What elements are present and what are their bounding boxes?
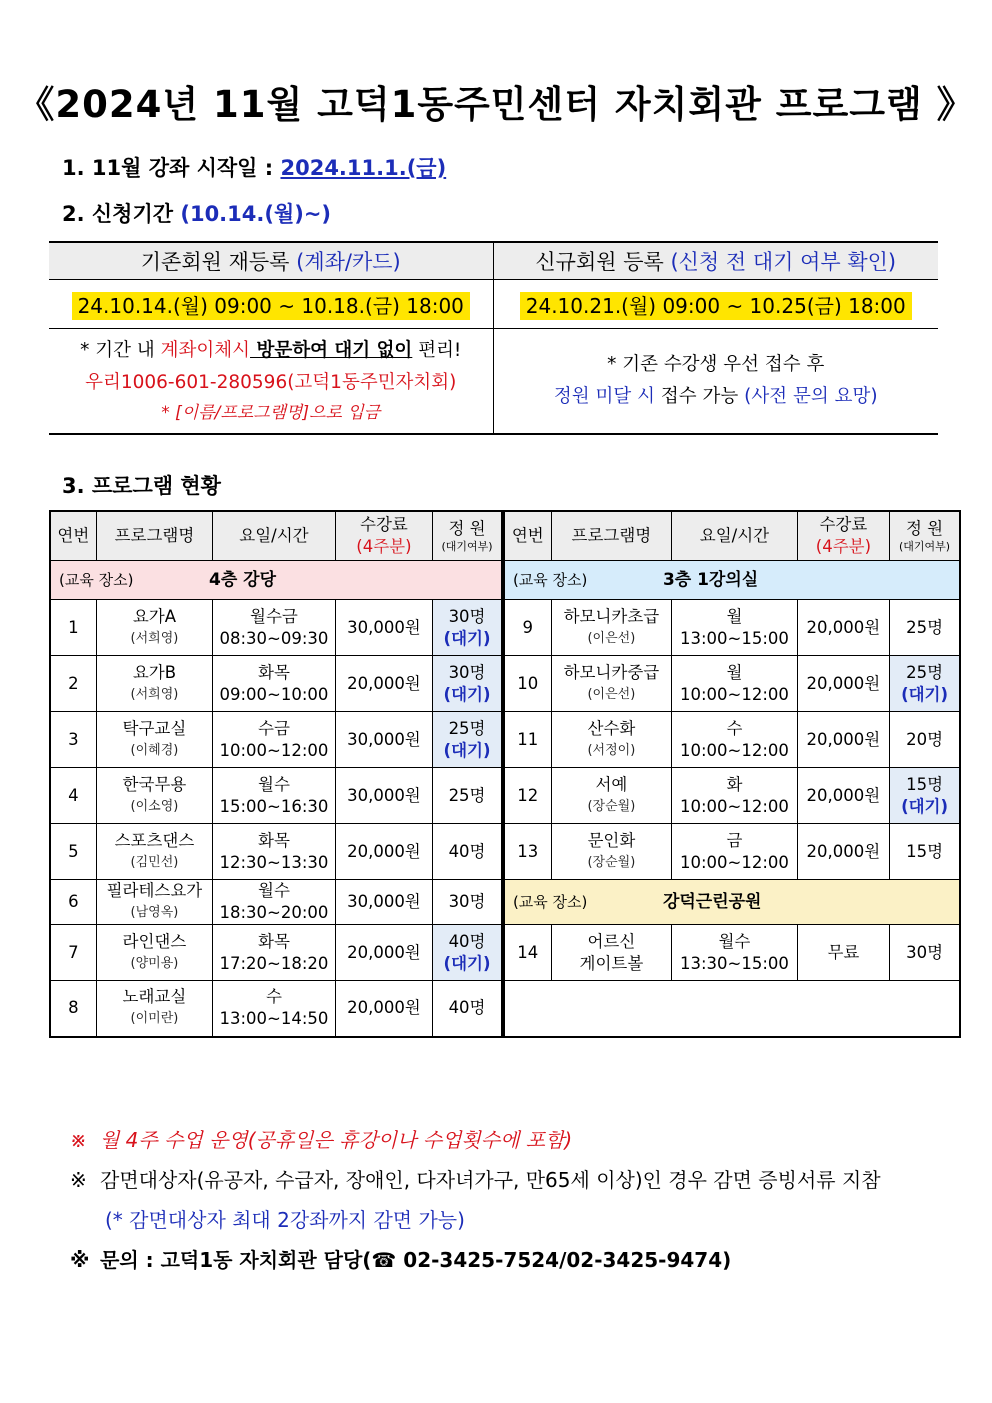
teacher-name: (장순월) bbox=[587, 854, 636, 870]
program-schedule bbox=[213, 600, 336, 656]
program-name: 요가B bbox=[132, 662, 177, 682]
program-time: 10:00~12:00 bbox=[679, 684, 789, 704]
program-days: 월수 bbox=[258, 774, 290, 794]
program-capacity: 30명 bbox=[448, 662, 486, 682]
start-date-line bbox=[62, 152, 446, 182]
program-name-cell bbox=[96, 656, 213, 712]
program-capacity-cell bbox=[890, 768, 960, 824]
program-schedule bbox=[213, 712, 336, 768]
teacher-name: (서희영) bbox=[130, 686, 179, 702]
program-no: 5 bbox=[50, 824, 96, 880]
location-right-2: (교육 장소) 강덕근린공원 bbox=[503, 880, 960, 925]
wait-badge: (대기) bbox=[443, 628, 491, 648]
page-title: 《2024년 11월 고덕1동주민센터 자치회관 프로그램 》 bbox=[17, 83, 975, 126]
program-capacity: 30명 bbox=[448, 892, 486, 911]
program-no: 6 bbox=[50, 880, 96, 925]
program-fee: 30,000원 bbox=[335, 712, 432, 768]
empty-cell bbox=[503, 981, 960, 1037]
program-time: 10:00~12:00 bbox=[219, 740, 329, 760]
wait-badge: (대기) bbox=[443, 740, 491, 760]
program-no: 12 bbox=[503, 768, 551, 824]
program-capacity-cell bbox=[890, 600, 960, 656]
program-time: 10:00~12:00 bbox=[679, 740, 789, 760]
table-header-row: 연번 프로그램명 요일/시간 수강료 (4주분) 정 원 (대기여부) 연번 프로그램명 요일/시간 수강료 (4주분) 정 원 (대기여부) bbox=[50, 511, 960, 561]
program-schedule bbox=[213, 656, 336, 712]
registration-table bbox=[49, 241, 938, 435]
program-no: 4 bbox=[50, 768, 96, 824]
wait-badge: (대기) bbox=[901, 684, 949, 704]
program-schedule bbox=[672, 768, 798, 824]
program-name: 한국무용 bbox=[122, 774, 187, 794]
program-days: 수금 bbox=[258, 718, 290, 738]
program-days: 화목 bbox=[258, 931, 290, 951]
program-time: 15:00~16:30 bbox=[219, 796, 329, 816]
program-name: 산수화 bbox=[587, 718, 636, 738]
new-period: 24.10.21.(월) 09:00 ~ 10.25(금) 18:00 bbox=[493, 280, 938, 329]
program-schedule bbox=[672, 925, 798, 981]
program-capacity-cell bbox=[433, 824, 503, 880]
program-name-cell bbox=[96, 981, 213, 1037]
program-fee: 20,000원 bbox=[335, 925, 432, 981]
program-days: 화 bbox=[726, 774, 743, 794]
program-name: 문인화 bbox=[587, 830, 636, 850]
wait-badge: (대기) bbox=[443, 684, 491, 704]
program-name: 스포츠댄스 bbox=[114, 830, 195, 850]
program-time: 10:00~12:00 bbox=[679, 852, 789, 872]
program-capacity: 40명 bbox=[448, 931, 486, 951]
program-schedule bbox=[213, 824, 336, 880]
existing-period: 24.10.14.(월) 09:00 ~ 10.18.(금) 18:00 bbox=[49, 280, 493, 329]
program-capacity-cell bbox=[890, 925, 960, 981]
teacher-name: (서희영) bbox=[130, 630, 179, 646]
period-line bbox=[62, 198, 331, 228]
program-time: 13:00~15:00 bbox=[679, 628, 789, 648]
location-right-1: (교육 장소) 3층 1강의실 bbox=[503, 561, 960, 600]
program-no: 13 bbox=[503, 824, 551, 880]
program-fee: 20,000원 bbox=[335, 656, 432, 712]
program-name-cell bbox=[551, 600, 672, 656]
program-name: 라인댄스 bbox=[122, 931, 187, 951]
program-schedule bbox=[672, 656, 798, 712]
program-schedule bbox=[213, 981, 336, 1037]
teacher-name: (양미용) bbox=[130, 955, 179, 971]
location-row bbox=[50, 561, 960, 600]
program-no: 9 bbox=[503, 600, 551, 656]
program-fee: 20,000원 bbox=[797, 712, 889, 768]
program-time: 12:30~13:30 bbox=[219, 852, 329, 872]
teacher-name: (서정이) bbox=[587, 742, 636, 758]
table-row bbox=[50, 600, 960, 656]
program-capacity: 15명 bbox=[906, 774, 944, 794]
program-fee: 30,000원 bbox=[335, 880, 432, 925]
program-name: 하모니카중급 bbox=[563, 662, 660, 682]
program-name: 서예 bbox=[595, 774, 628, 794]
program-capacity: 30명 bbox=[906, 942, 944, 962]
program-no: 10 bbox=[503, 656, 551, 712]
program-schedule bbox=[213, 925, 336, 981]
program-fee: 무료 bbox=[797, 925, 889, 981]
new-notes: * 기존 수강생 우선 접수 후 정원 미달 시 접수 가능 (사전 문의 요망) bbox=[493, 329, 938, 435]
program-capacity: 25명 bbox=[448, 718, 486, 738]
program-days: 월 bbox=[726, 606, 743, 626]
program-days: 월수 bbox=[718, 931, 751, 951]
program-name-cell bbox=[96, 600, 213, 656]
program-name-cell bbox=[551, 656, 672, 712]
program-no: 14 bbox=[503, 925, 551, 981]
location-left: (교육 장소) 4층 강당 bbox=[50, 561, 503, 600]
table-row bbox=[50, 981, 960, 1037]
program-capacity-cell bbox=[890, 824, 960, 880]
note-2-sub: (* 감면대상자 최대 2강좌까지 감면 가능) bbox=[105, 1208, 465, 1232]
program-fee: 20,000원 bbox=[797, 824, 889, 880]
note-1: 월 4주 수업 운영(공휴일은 휴강이나 수업횟수에 포함) bbox=[100, 1128, 573, 1152]
program-name-cell bbox=[551, 768, 672, 824]
program-no: 11 bbox=[503, 712, 551, 768]
note-2: 감면대상자(유공자, 수급자, 장애인, 다자녀가구, 만65세 이상)인 경우 감면 증빙서류 지참 bbox=[100, 1168, 881, 1192]
teacher-name: (남영옥) bbox=[130, 905, 179, 920]
program-capacity: 25명 bbox=[906, 617, 944, 637]
program-name-cell bbox=[551, 712, 672, 768]
period-value: (10.14.(월)~) bbox=[180, 202, 332, 226]
wait-badge: (대기) bbox=[901, 796, 949, 816]
wait-badge: (대기) bbox=[443, 953, 491, 973]
teacher-name: (이혜경) bbox=[130, 742, 179, 758]
teacher-name: (이은선) bbox=[587, 686, 636, 702]
program-schedule bbox=[672, 600, 798, 656]
program-name: 탁구교실 bbox=[122, 718, 187, 738]
program-days: 월수 bbox=[258, 881, 290, 900]
program-capacity-cell bbox=[433, 925, 503, 981]
program-name-cell bbox=[96, 768, 213, 824]
program-fee: 20,000원 bbox=[335, 824, 432, 880]
existing-header: 기존회원 재등록 (계좌/카드) bbox=[49, 242, 493, 280]
program-name-cell bbox=[96, 824, 213, 880]
account-number: 우리1006-601-280596(고덕1동주민자치회) bbox=[85, 372, 457, 393]
program-name-2: 게이트볼 bbox=[579, 953, 644, 973]
program-name-cell bbox=[96, 712, 213, 768]
program-fee: 20,000원 bbox=[797, 656, 889, 712]
program-no: 7 bbox=[50, 925, 96, 981]
program-name: 어르신 bbox=[587, 931, 636, 951]
table-row bbox=[50, 656, 960, 712]
teacher-name: (이소영) bbox=[130, 798, 179, 814]
program-fee: 20,000원 bbox=[797, 600, 889, 656]
table-row bbox=[50, 768, 960, 824]
program-no: 1 bbox=[50, 600, 96, 656]
program-time: 13:30~15:00 bbox=[679, 953, 789, 973]
program-time: 13:00~14:50 bbox=[219, 1009, 329, 1029]
table-row bbox=[50, 712, 960, 768]
note-3: 문의 : 고덕1동 자치회관 담당(☎ 02-3425-7524/02-3425-9474) bbox=[100, 1248, 732, 1272]
program-schedule bbox=[213, 768, 336, 824]
program-capacity-cell bbox=[433, 600, 503, 656]
start-date-value: 2024.11.1.(금) bbox=[280, 156, 447, 180]
program-days: 화목 bbox=[258, 830, 290, 850]
table-row bbox=[50, 880, 960, 925]
teacher-name: (이은선) bbox=[587, 630, 636, 646]
table-row bbox=[50, 824, 960, 880]
program-capacity: 40명 bbox=[448, 998, 486, 1018]
program-name-cell bbox=[96, 925, 213, 981]
period-label: 2. 신청기간 bbox=[62, 202, 181, 226]
program-capacity-cell bbox=[433, 656, 503, 712]
program-time: 17:20~18:20 bbox=[219, 953, 329, 973]
notes: ※ 월 4주 수업 운영(공휴일은 휴강이나 수업횟수에 포함) ※ 감면대상자(유공자, 수급자, 장애인, 다자녀가구, 만65세 이상)인 경우 감면 증빙서류 지참 (* 감면대상자 최대 2강좌까지 감면 가능) ※ 문의 : 고덕1동 자치회관 담당(☎ 02-3425-7524/02-3425-9474) bbox=[70, 1128, 881, 1272]
program-schedule bbox=[213, 880, 336, 925]
program-capacity-cell bbox=[890, 656, 960, 712]
program-fee: 20,000원 bbox=[335, 981, 432, 1037]
program-capacity: 20명 bbox=[906, 729, 944, 749]
program-time: 09:00~10:00 bbox=[219, 684, 329, 704]
program-name-cell bbox=[551, 925, 672, 981]
teacher-name: (김민선) bbox=[130, 854, 179, 870]
program-name: 요가A bbox=[132, 606, 177, 626]
program-time: 08:30~09:30 bbox=[219, 628, 329, 648]
existing-notes: * 기간 내 계좌이체시 방문하여 대기 없이 편리! 우리1006-601-280596(고덕1동주민자치회) * [이름/프로그램명]으로 입금 bbox=[49, 329, 493, 435]
new-header: 신규회원 등록 (신청 전 대기 여부 확인) bbox=[493, 242, 938, 280]
program-capacity: 25명 bbox=[906, 662, 944, 682]
program-name: 필라테스요가 bbox=[106, 881, 203, 900]
teacher-name: (장순월) bbox=[587, 798, 636, 814]
program-name-cell bbox=[96, 880, 213, 925]
program-capacity: 25명 bbox=[448, 785, 486, 805]
program-name: 노래교실 bbox=[122, 987, 187, 1007]
program-name-cell bbox=[551, 824, 672, 880]
program-no: 2 bbox=[50, 656, 96, 712]
program-table bbox=[49, 510, 961, 1038]
program-days: 월 bbox=[726, 662, 743, 682]
program-schedule bbox=[672, 712, 798, 768]
table-row bbox=[50, 925, 960, 981]
program-capacity: 40명 bbox=[448, 841, 486, 861]
program-capacity: 15명 bbox=[906, 841, 944, 861]
program-no: 8 bbox=[50, 981, 96, 1037]
program-capacity-cell bbox=[890, 712, 960, 768]
program-days: 수 bbox=[726, 718, 743, 738]
program-name: 하모니카초급 bbox=[563, 606, 660, 626]
program-fee: 20,000원 bbox=[797, 768, 889, 824]
program-capacity-cell bbox=[433, 981, 503, 1037]
teacher-name: (이미란) bbox=[130, 1011, 179, 1027]
program-days: 화목 bbox=[258, 662, 290, 682]
program-capacity: 30명 bbox=[448, 606, 486, 626]
section-program-status: 3. 프로그램 현황 bbox=[62, 474, 221, 498]
program-schedule bbox=[672, 824, 798, 880]
program-time: 10:00~12:00 bbox=[679, 796, 789, 816]
program-time: 18:30~20:00 bbox=[219, 903, 329, 922]
program-days: 월수금 bbox=[250, 606, 298, 626]
program-capacity-cell bbox=[433, 880, 503, 925]
start-date-label: 1. 11월 강좌 시작일 : bbox=[62, 156, 281, 180]
program-capacity-cell bbox=[433, 712, 503, 768]
program-capacity-cell bbox=[433, 768, 503, 824]
program-no: 3 bbox=[50, 712, 96, 768]
program-days: 금 bbox=[726, 830, 743, 850]
program-days: 수 bbox=[265, 987, 282, 1007]
program-fee: 30,000원 bbox=[335, 768, 432, 824]
program-fee: 30,000원 bbox=[335, 600, 432, 656]
